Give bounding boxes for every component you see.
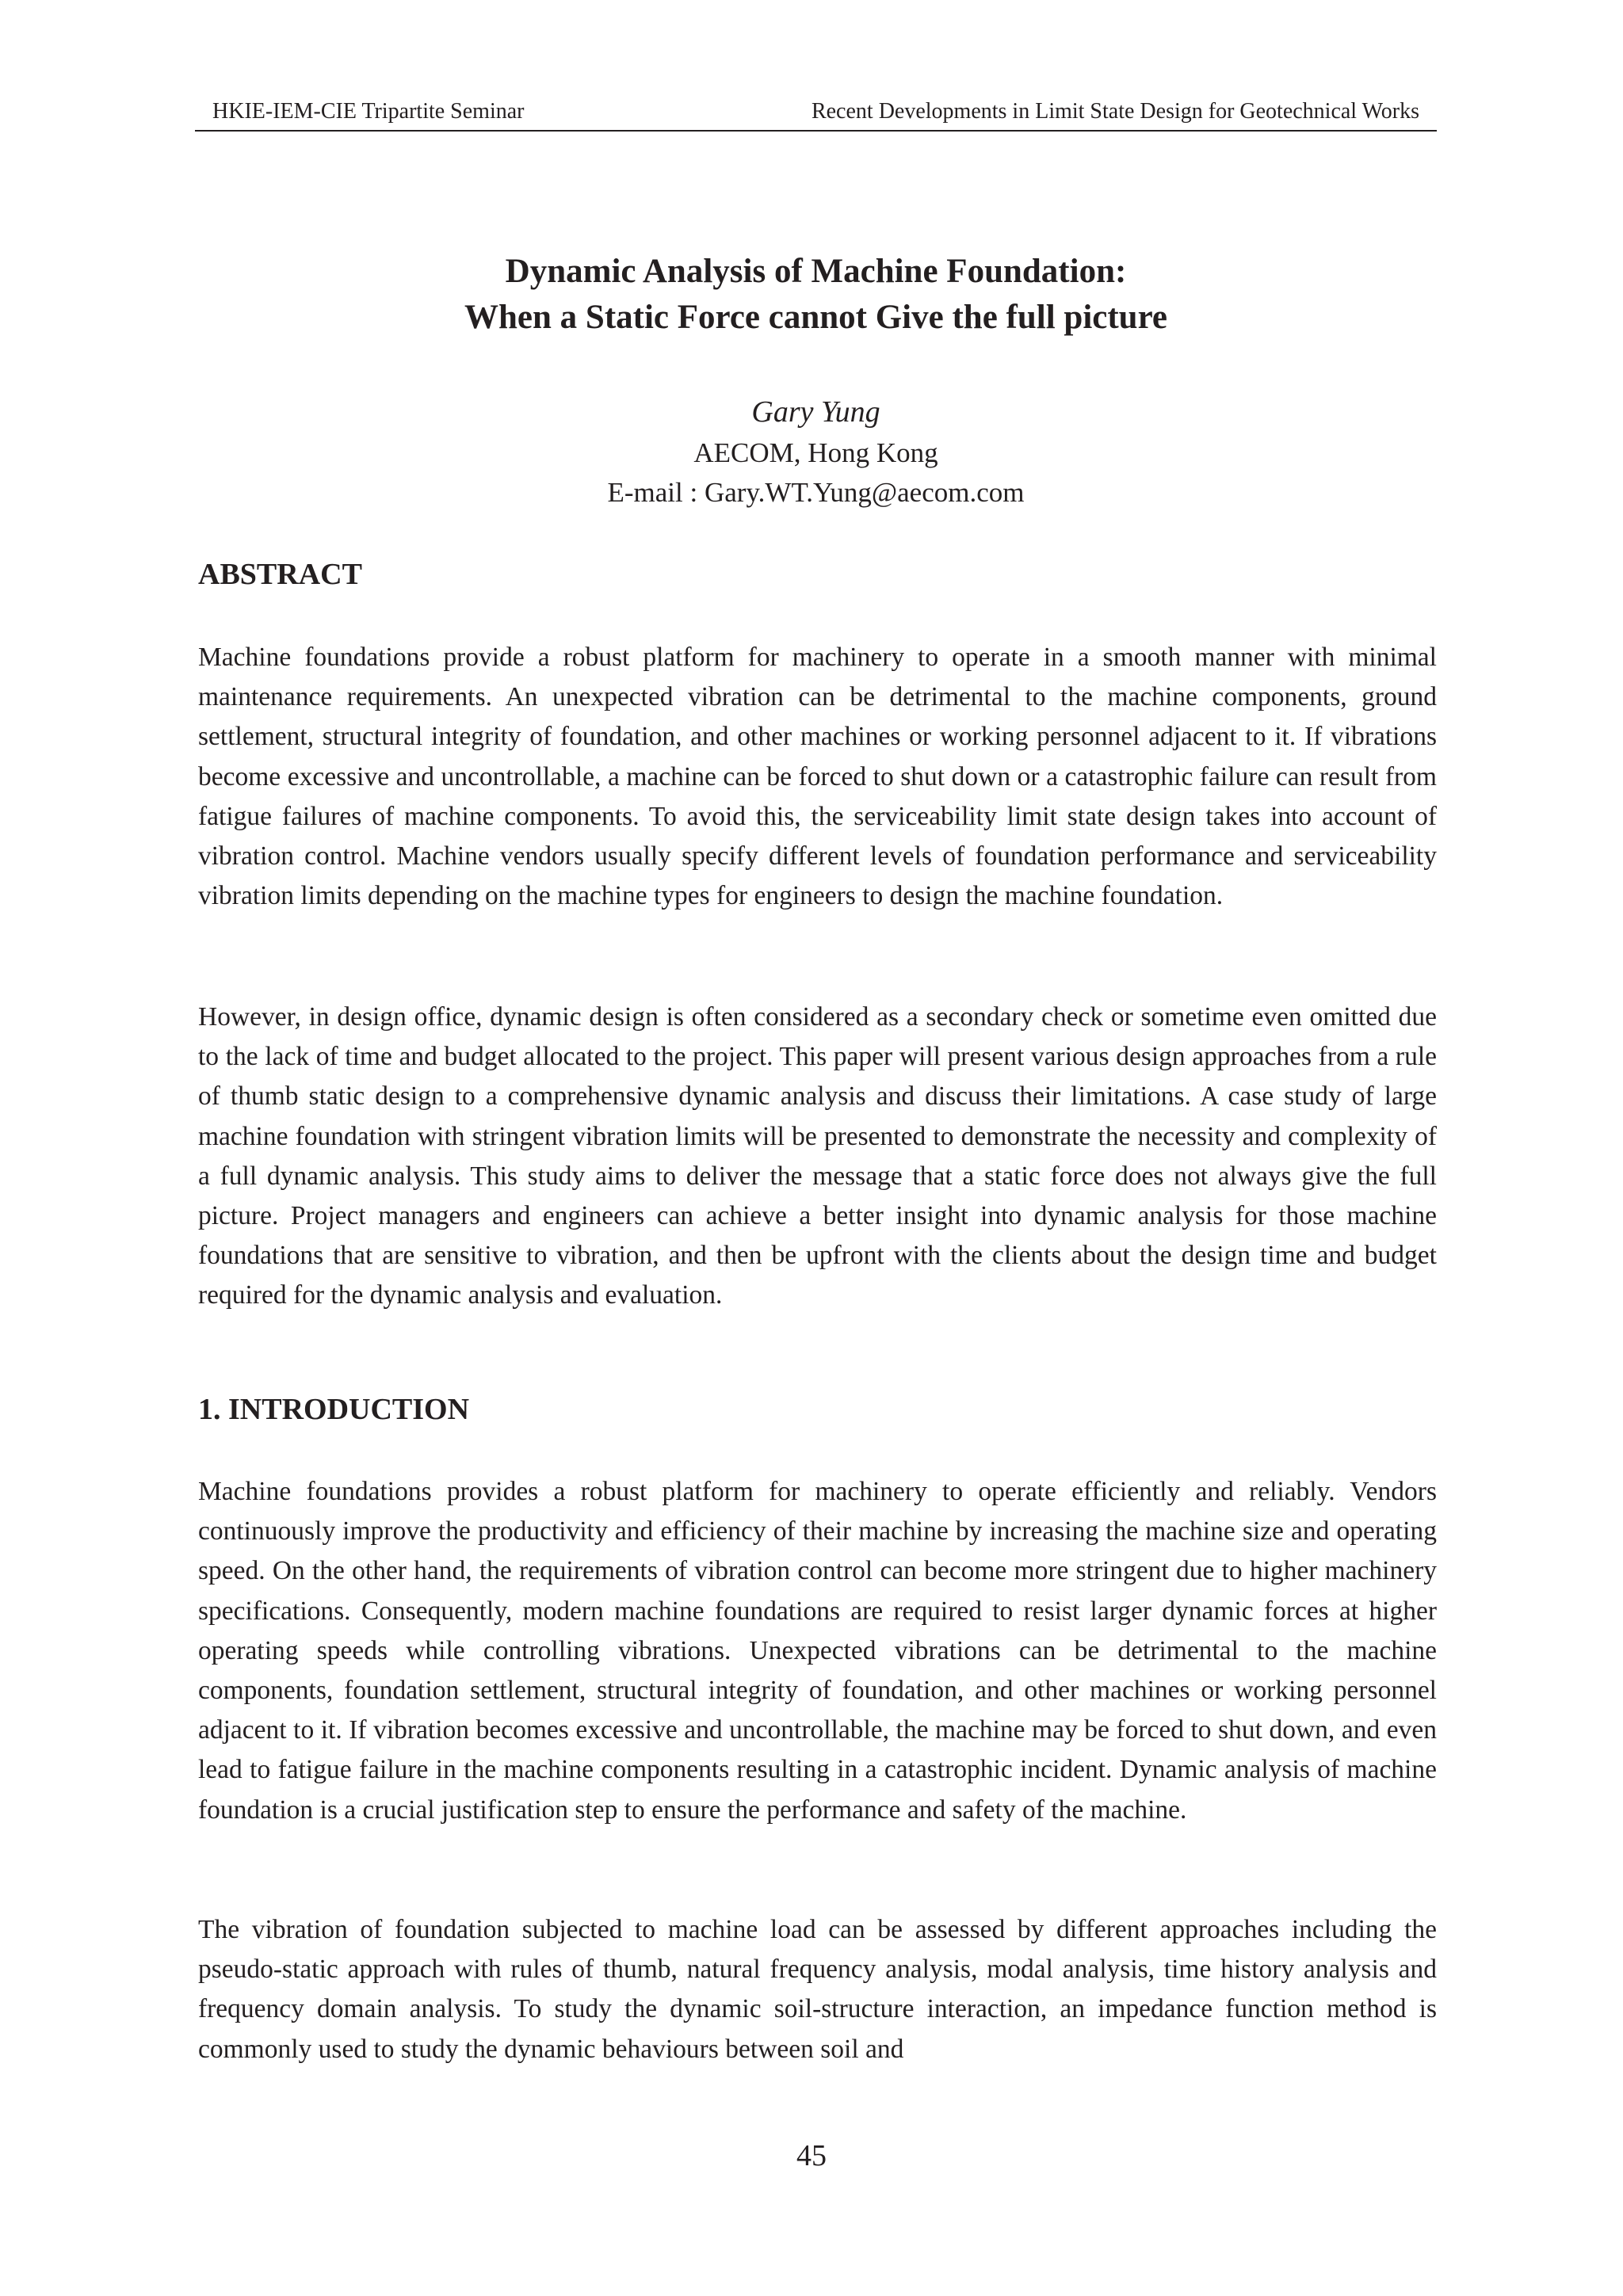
abstract-paragraph-1: Machine foundations provide a robust platform for machinery to operate in a smooth manner with minimal maintenance requirements. An unexpected vibration can be detrimental to the machine components, ground settlement, structural integrity of foundation, and other machines or working personnel adjacent to it. If vibrations become excessive and uncontrollable, a machine can be forced to shut down or a catastrophic failure can result from fatigue failures of machine components. To avoid this, the serviceability limit state design takes into account of vibration control. Machine vendors usually specify different levels of foundation performance and serviceability vibration limits depending on the machine types for engineers to design the machine foundation. [198, 643, 1437, 911]
introduction-heading: 1. INTRODUCTION [198, 1393, 470, 1426]
page-number: 45 [796, 2139, 827, 2172]
author-affiliation: AECOM, Hong Kong [693, 437, 938, 468]
paper-title-line-2: When a Static Force cannot Give the full picture [464, 299, 1167, 336]
running-header [195, 97, 1437, 132]
paper-title-line-1: Dynamic Analysis of Machine Foundation: [505, 253, 1127, 290]
abstract-paragraph-2: However, in design office, dynamic design is often considered as a secondary check or sometime even omitted due to the lack of time and budget allocated to the project. This paper will present various design approaches from a rule of thumb static design to a comprehensive dynamic analysis and discuss their limitations. A case study of large machine foundation with stringent vibration limits will be presented to demonstrate the necessity and complexity of a full dynamic analysis. This study aims to deliver the message that a static force does not always give the full picture. Project managers and engineers can achieve a better insight into dynamic analysis for those machine foundations that are sensitive to vibration, and then be upfront with the clients about the design time and budget required for the dynamic analysis and evaluation. [198, 1002, 1437, 1310]
introduction-paragraph-1: Machine foundations provides a robust platform for machinery to operate efficiently and reliably. Vendors continuously improve the productivity and efficiency of their machine by increasing the machine size and operating speed. On the other hand, the requirements of vibration control can become more stringent due to higher machinery specifications. Consequently, modern machine foundations are required to resist larger dynamic forces at higher operating speeds while controlling vibrations. Unexpected vibrations can be detrimental to the machine components, foundation settlement, structural integrity of foundation, and other machines or working personnel adjacent to it. If vibration becomes excessive and uncontrollable, the machine may be forced to shut down, and even lead to fatigue failure in the machine components resulting in a catastrophic incident. Dynamic analysis of machine foundation is a crucial justification step to ensure the performance and safety of the machine. [198, 1477, 1437, 1825]
author-email: E-mail : Gary.WT.Yung@aecom.com [607, 477, 1025, 508]
header-publication-title: Recent Developments in Limit State Design for Geotechnical Works [811, 99, 1419, 124]
paper-title [195, 249, 1437, 341]
introduction-paragraph-2: The vibration of foundation subjected to machine load can be assessed by different approaches including the pseudo-static approach with rules of thumb, natural frequency analysis, modal analysis, time history analysis and frequency domain analysis. To study the dynamic soil-structure interaction, an impedance function method is commonly used to study the dynamic behaviours between soil and [198, 1915, 1437, 2064]
author-name: Gary Yung [751, 395, 880, 429]
header-seminar-name: HKIE-IEM-CIE Tripartite Seminar [212, 99, 525, 124]
title-block [195, 249, 1437, 508]
abstract-heading: ABSTRACT [198, 558, 362, 591]
